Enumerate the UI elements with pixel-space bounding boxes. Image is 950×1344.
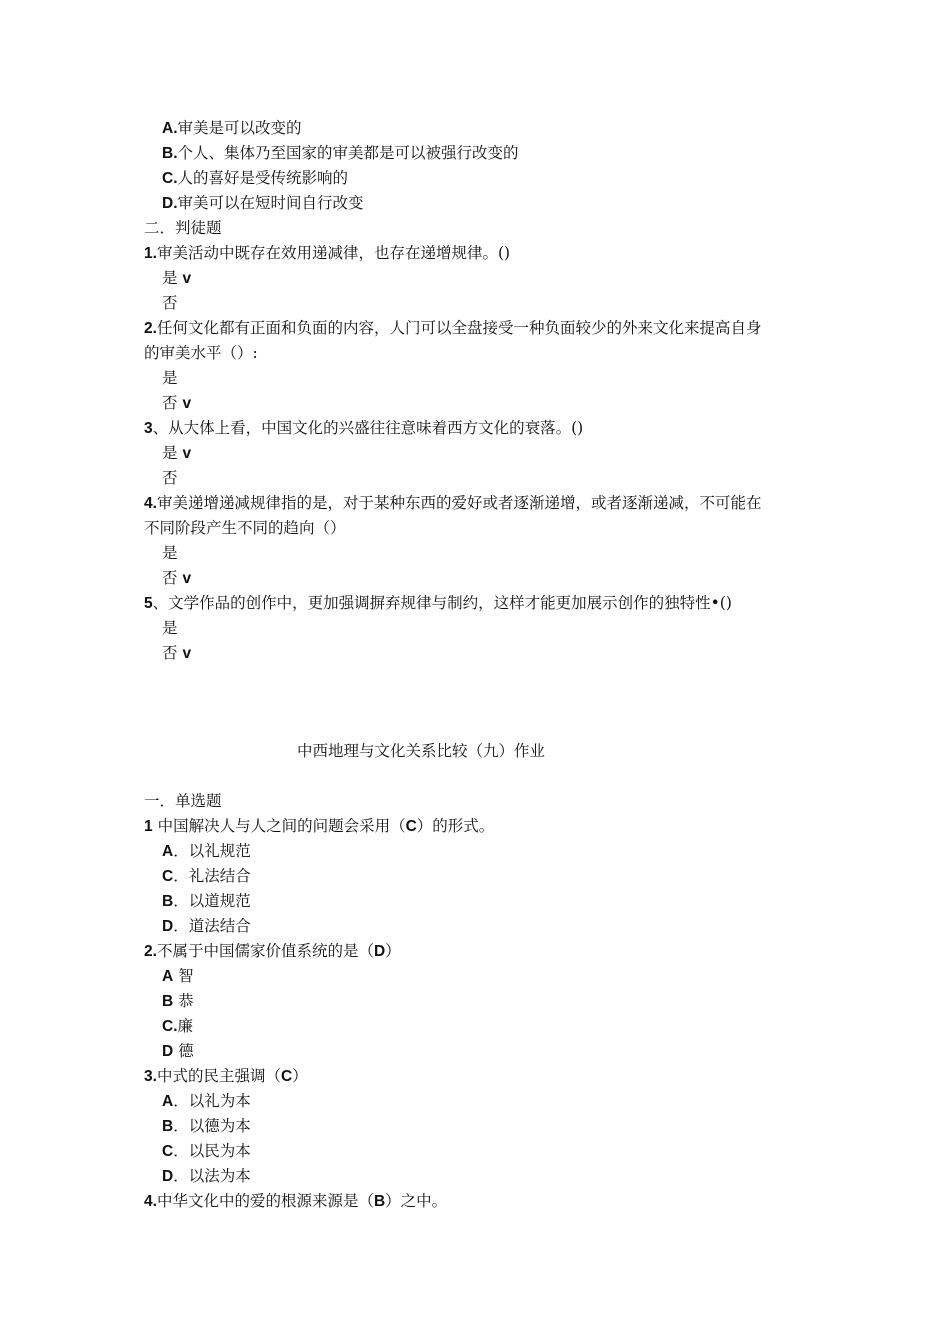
question-text: 中国解决人与人之间的问题会采用（	[157, 817, 406, 835]
q1-option	[162, 866, 251, 887]
option-text: 审美可以在短时间自行改变	[177, 194, 364, 212]
question-text-end: ）的形式。	[416, 817, 495, 835]
option-key: D	[162, 1043, 174, 1060]
option-key: C	[162, 1143, 174, 1160]
q1-option	[162, 841, 251, 862]
answer: D	[373, 943, 386, 960]
judge-question-3	[144, 418, 583, 439]
option-text: ．以道规范	[173, 892, 251, 910]
option-key: D	[162, 918, 174, 935]
question-number: 4.	[144, 495, 157, 512]
option-key: C.	[162, 1018, 178, 1035]
question-number: 5	[144, 595, 153, 612]
question-number: 2.	[144, 943, 157, 960]
question-number: 1.	[144, 245, 157, 262]
q1-option	[162, 891, 251, 912]
option-key: D	[162, 1168, 174, 1185]
option-text: ．以礼规范	[173, 842, 251, 860]
option-text: 智	[178, 967, 194, 985]
option-text: ．以礼为本	[173, 1092, 251, 1110]
judge-question-2	[144, 318, 761, 339]
judge-2-yes	[162, 368, 178, 389]
judge-question-2-cont: 的审美水平（）:	[144, 344, 258, 362]
no-label: 否	[162, 394, 178, 412]
question-number: 3.	[144, 1068, 157, 1085]
q2-option	[162, 991, 194, 1012]
check-mark: v	[182, 645, 192, 662]
answer: C	[280, 1068, 293, 1085]
q2-option	[162, 1016, 193, 1037]
question-3	[144, 1066, 308, 1087]
q3-option	[162, 1141, 251, 1162]
option-a	[162, 118, 302, 139]
q2-option	[162, 966, 194, 987]
option-key: A.	[162, 120, 178, 137]
no-label: 否	[162, 644, 178, 662]
question-text-end: ）	[385, 942, 401, 960]
option-text: 人的喜好是受传统影响的	[177, 169, 349, 187]
option-b	[162, 143, 519, 164]
option-key: C.	[162, 170, 178, 187]
option-key: B	[162, 893, 174, 910]
question-text: 中华文化中的爱的根源来源是（	[156, 1192, 374, 1210]
question-number: 4.	[144, 1193, 157, 1210]
option-text: ．礼法结合	[173, 867, 251, 885]
q3-option	[162, 1091, 251, 1112]
question-number: 3	[144, 420, 153, 437]
option-text: ．以德为本	[173, 1117, 251, 1135]
judge-1-yes	[162, 268, 191, 289]
judge-question-4-cont: 不同阶段产生不同的趋向（）	[144, 519, 346, 537]
question-1	[144, 816, 494, 837]
yes-label: 是	[162, 444, 178, 462]
question-text: 审美活动中既存在效用递减律，也存在递增规律。()	[156, 244, 511, 262]
question-text-end: ）	[292, 1067, 308, 1085]
question-text: 、文学作品的创作中，更加强调摒弃规律与制约，这样才能更加展示创作的独特性•()	[152, 594, 732, 612]
option-text: 恭	[178, 992, 194, 1010]
q3-option	[162, 1166, 251, 1187]
check-mark: v	[182, 570, 192, 587]
no-label: 否	[162, 294, 178, 312]
question-text: 任何文化都有正面和负面的内容，人门可以全盘接受一种负面较少的外来文化来提高自身	[156, 319, 762, 337]
homework-title: 中西地理与文化关系比较（九）作业	[297, 742, 546, 760]
question-text: 不属于中国儒家价值系统的是（	[156, 942, 374, 960]
option-key: C	[162, 868, 174, 885]
option-text: 个人、集体乃至国家的审美都是可以被强行改变的	[177, 144, 519, 162]
option-text: ．以民为本	[173, 1142, 251, 1160]
answer: B	[373, 1193, 386, 1210]
option-key: A	[162, 843, 174, 860]
judge-question-4	[144, 493, 761, 514]
question-number: 2.	[144, 320, 157, 337]
question-text: 审美递增递减规律指的是，对于某种东西的爱好或者逐渐递增，或者逐渐递减，不可能在	[156, 494, 762, 512]
judge-5-yes	[162, 618, 178, 639]
q3-option	[162, 1116, 251, 1137]
option-key: D.	[162, 195, 178, 212]
answer: C	[405, 818, 417, 835]
option-c	[162, 168, 348, 189]
option-key: B	[162, 1118, 174, 1135]
option-text: ．以法为本	[173, 1167, 251, 1185]
yes-label: 是	[162, 619, 178, 637]
question-text: 、从大体上看，中国文化的兴盛往往意味着西方文化的衰落。()	[152, 419, 584, 437]
yes-label: 是	[162, 269, 178, 287]
check-mark: v	[182, 270, 192, 287]
question-4	[144, 1191, 447, 1212]
judge-question-5	[144, 593, 732, 614]
yes-label: 是	[162, 544, 178, 562]
option-key: B.	[162, 145, 178, 162]
judge-3-no	[162, 468, 178, 489]
no-label: 否	[162, 569, 178, 587]
judge-1-no	[162, 293, 178, 314]
no-label: 否	[162, 469, 178, 487]
option-d	[162, 193, 364, 214]
option-text: ．道法结合	[173, 917, 251, 935]
option-key: B	[162, 993, 174, 1010]
option-text: 德	[178, 1042, 194, 1060]
question-number: 1	[144, 818, 153, 835]
q2-option	[162, 1041, 194, 1062]
option-text: 审美是可以改变的	[177, 119, 302, 137]
judge-4-yes	[162, 543, 178, 564]
question-text-end: ）之中。	[385, 1192, 448, 1210]
question-2	[144, 941, 401, 962]
question-text: 中式的民主强调（	[156, 1067, 281, 1085]
option-key: A	[162, 968, 174, 985]
section-heading-single: 一．单选题	[144, 792, 222, 810]
option-key: A	[162, 1093, 174, 1110]
yes-label: 是	[162, 369, 178, 387]
judge-4-no	[162, 568, 191, 589]
q1-option	[162, 916, 251, 937]
option-text: 廉	[177, 1017, 194, 1035]
judge-question-1	[144, 243, 510, 264]
check-mark: v	[182, 395, 192, 412]
check-mark: v	[182, 445, 192, 462]
judge-3-yes	[162, 443, 191, 464]
judge-2-no	[162, 393, 191, 414]
judge-5-no	[162, 643, 191, 664]
section-heading-judge: 二．判徒题	[144, 219, 222, 237]
